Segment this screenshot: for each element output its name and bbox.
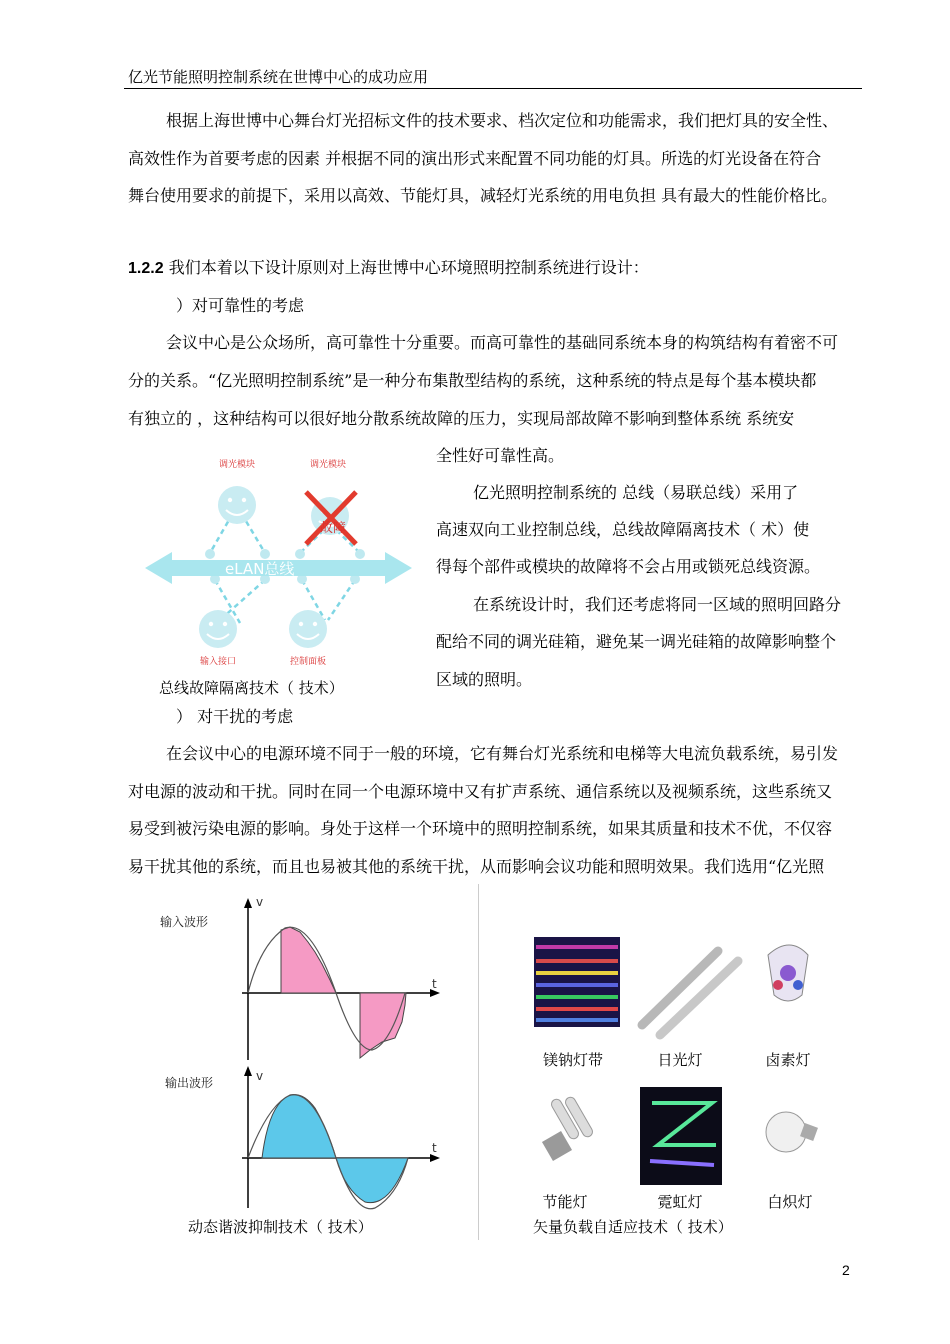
elan-bus-label: eLAN总线	[225, 560, 295, 578]
lamp-label-2: 卤素灯	[765, 1051, 811, 1069]
para1-line3: 舞台使用要求的前提下，采用以高效、节能灯具，减轻灯光系统的用电负担 具有最大的性能价格比。	[128, 186, 838, 205]
section-heading	[128, 258, 649, 279]
diagram1-caption: 总线故障隔离技术（ 技术）	[159, 679, 344, 697]
label-control-panel: 控制面板	[289, 657, 327, 667]
input-waveform-label: 输入波形	[160, 915, 209, 929]
led-strip-image	[534, 937, 620, 1027]
section-number: 1.2.2	[128, 260, 164, 277]
para2-line4: 全性好可靠性高。	[436, 446, 565, 465]
elan-bus-diagram	[140, 448, 415, 673]
para1-line2: 高效性作为首要考虑的因素 并根据不同的演出形式来配置不同功能的灯具。所选的灯光设备在符合	[128, 149, 822, 168]
input-v-label: v	[256, 895, 264, 909]
fluorescent-tube-image	[642, 951, 738, 1035]
para2-line7: 得每个部件或模块的故障将不会占用或锁死总线资源。	[436, 557, 821, 576]
para2-line10: 区域的照明。	[436, 670, 533, 689]
lamp-label-3: 节能灯	[542, 1193, 588, 1211]
lamp-label-1: 日光灯	[657, 1051, 703, 1069]
para1-line1: 根据上海世博中心舞台灯光招标文件的技术要求、档次定位和功能需求，我们把灯具的安全性、	[166, 111, 839, 130]
output-waveform-label: 输出波形	[165, 1076, 214, 1090]
output-v-label: v	[256, 1069, 264, 1083]
figure-divider	[478, 884, 479, 1240]
neon-lamp-image	[640, 1087, 722, 1185]
item2-title: ） 对干扰的考虑	[176, 707, 294, 726]
para2-line3: 有独立的 ，这种结构可以很好地分散系统故障的压力，实现局部故障不影响到整体系统 系统安	[128, 409, 795, 428]
para3-line2: 对电源的波动和干扰。同时在同一个电源环境中又有扩声系统、通信系统以及视频系统，这些系统又	[128, 782, 833, 801]
lamp-caption: 矢量负载自适应技术（ 技术）	[533, 1218, 733, 1236]
output-negative-area	[336, 1158, 408, 1203]
para2-line6: 高速双向工业控制总线，总线故障隔离技术（ 术）使	[436, 520, 810, 539]
output-positive-area	[262, 1095, 336, 1158]
input-t-label: t	[432, 977, 437, 991]
cfl-lamp-image	[542, 1095, 594, 1161]
lamp-label-5: 白炽灯	[767, 1193, 813, 1211]
output-t-label: t	[432, 1141, 437, 1155]
para3-line1: 在会议中心的电源环境不同于一般的环境，它有舞台灯光系统和电梯等大电流负载系统，易引发	[166, 744, 839, 763]
node-control-panel	[289, 610, 327, 648]
node-dimmer-module-left	[218, 486, 256, 524]
lamp-types-figure	[520, 925, 840, 1215]
running-header: 亿光节能照明控制系统在世博中心的成功应用	[128, 68, 429, 86]
node-dimmer-module-right-faulty	[306, 492, 356, 544]
label-dimmer-module-left: 调光模块	[218, 460, 256, 470]
para2-line5: 亿光照明控制系统的 总线（易联总线）采用了	[473, 483, 799, 502]
node-input-interface	[199, 610, 237, 648]
item1-title: ）对可靠性的考虑	[176, 296, 305, 315]
halogen-lamp-image	[768, 945, 808, 1001]
header-rule	[124, 88, 862, 89]
label-dimmer-module-right: 调光模块	[309, 460, 347, 470]
incandescent-lamp-image	[766, 1112, 818, 1152]
page-number: 2	[842, 1262, 850, 1278]
label-input-interface: 输入接口	[199, 657, 237, 667]
lamp-label-4: 霓虹灯	[657, 1193, 703, 1211]
para2-line8: 在系统设计时，我们还考虑将同一区域的照明回路分	[473, 595, 842, 614]
fault-label: 故障	[319, 521, 347, 536]
lamp-label-0: 镁钠灯带	[542, 1051, 604, 1069]
waveform-figure	[150, 890, 450, 1210]
para3-line3: 易受到被污染电源的影响。身处于这样一个环境中的照明控制系统，如果其质量和技术不优，不仅容	[128, 819, 833, 838]
para3-line4: 易干扰其他的系统，而且也易被其他的系统干扰，从而影响会议功能和照明效果。我们选用“亿光照	[128, 857, 825, 876]
section-text: 我们本着以下设计原则对上海世博中心环境照明控制系统进行设计：	[168, 258, 649, 277]
para2-line2: 分的关系。“亿光照明控制系统”是一种分布集散型结构的系统，这种系统的特点是每个基本模块都	[128, 371, 817, 390]
para2-line1: 会议中心是公众场所，高可靠性十分重要。而高可靠性的基础同系统本身的构筑结构有着密不可	[166, 333, 839, 352]
para2-line9: 配给不同的调光硅箱，避免某一调光硅箱的故障影响整个	[436, 632, 837, 651]
waveform-caption: 动态谐波抑制技术（ 技术）	[188, 1218, 373, 1236]
